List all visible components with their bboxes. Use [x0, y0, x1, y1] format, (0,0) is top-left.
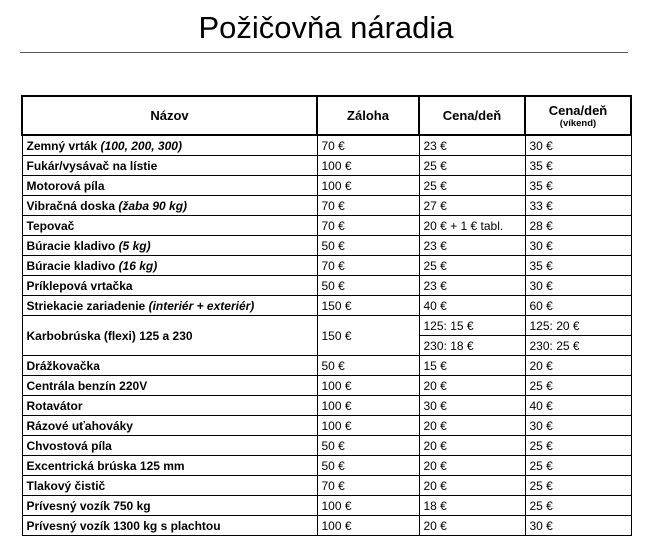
price-day-cell: 25 € — [419, 256, 525, 276]
deposit-cell: 100 € — [317, 176, 419, 196]
table-row — [22, 316, 631, 336]
item-name-cell — [22, 456, 317, 476]
table-row — [22, 196, 631, 216]
item-name: Búracie kladivo — [26, 258, 116, 273]
item-name-cell — [22, 376, 317, 396]
price-weekend-cell: 25 € — [525, 496, 631, 516]
table-row — [22, 456, 631, 476]
deposit-cell: 50 € — [317, 276, 419, 296]
item-note: (16 kg) — [118, 258, 158, 273]
table-row — [22, 436, 631, 456]
price-day-cell: 23 € — [419, 276, 525, 296]
price-day-cell: 20 € — [419, 456, 525, 476]
price-weekend-cell: 35 € — [525, 256, 631, 276]
deposit-cell: 150 € — [317, 316, 419, 356]
item-name-cell — [22, 476, 317, 496]
item-name: Zemný vrták — [26, 138, 98, 153]
price-weekend-cell: 25 € — [525, 456, 631, 476]
deposit-cell: 50 € — [317, 236, 419, 256]
item-note: (žaba 90 kg) — [118, 198, 188, 213]
title-divider — [20, 52, 628, 53]
page-title: Požičovňa náradia — [198, 10, 454, 45]
price-weekend-cell: 30 € — [525, 135, 631, 156]
item-name-cell — [22, 416, 317, 436]
item-name: Vibračná doska — [26, 198, 115, 213]
table-row — [22, 176, 631, 196]
price-day-cell: 18 € — [419, 496, 525, 516]
table-row — [22, 256, 631, 276]
price-weekend-cell: 30 € — [525, 236, 631, 256]
deposit-cell: 100 € — [317, 376, 419, 396]
price-day-cell: 20 € — [419, 376, 525, 396]
deposit-cell: 50 € — [317, 356, 419, 376]
table-row — [22, 236, 631, 256]
deposit-cell: 100 € — [317, 396, 419, 416]
price-weekend-cell: 30 € — [525, 516, 631, 536]
table-row — [22, 356, 631, 376]
price-day-cell: 27 € — [419, 196, 525, 216]
price-weekend-cell: 60 € — [525, 296, 631, 316]
price-weekend-cell: 25 € — [525, 376, 631, 396]
header-name: Názov — [22, 96, 317, 135]
price-weekend-cell: 35 € — [525, 176, 631, 196]
item-name-cell — [22, 176, 317, 196]
item-name: Fukár/vysávač na lístie — [26, 158, 158, 173]
price-weekend-cell: 30 € — [525, 276, 631, 296]
item-name: Príklepová vrtačka — [26, 278, 133, 293]
item-name-cell — [22, 256, 317, 276]
item-name-cell — [22, 276, 317, 296]
price-day-cell: 20 € — [419, 516, 525, 536]
item-name-cell — [22, 396, 317, 416]
header-deposit: Záloha — [317, 96, 419, 135]
item-name: Tepovač — [26, 218, 75, 233]
price-day-cell: 230: 18 € — [419, 336, 525, 356]
table-row — [22, 416, 631, 436]
table-row — [22, 476, 631, 496]
deposit-cell: 70 € — [317, 256, 419, 276]
price-weekend-cell: 40 € — [525, 396, 631, 416]
table-row — [22, 156, 631, 176]
header-price-weekend — [525, 96, 631, 135]
header-price-weekend-label: Cena/deň — [548, 102, 608, 118]
price-day-cell: 30 € — [419, 396, 525, 416]
item-name-cell — [22, 496, 317, 516]
item-note: (interiér + exteriér) — [148, 298, 255, 313]
deposit-cell: 70 € — [317, 216, 419, 236]
item-name: Prívesný vozík 750 kg — [26, 498, 151, 513]
item-name: Striekacie zariadenie — [26, 298, 146, 313]
price-weekend-cell: 20 € — [525, 356, 631, 376]
price-day-cell: 25 € — [419, 176, 525, 196]
price-day-cell: 20 € — [419, 416, 525, 436]
table-row — [22, 496, 631, 516]
price-day-cell: 20 € — [419, 436, 525, 456]
header-price-day: Cena/deň — [419, 96, 525, 135]
item-name-cell — [22, 236, 317, 256]
header-price-weekend-sub: (víkend) — [559, 117, 597, 129]
table-row — [22, 516, 631, 536]
item-name: Rázové uťahováky — [26, 418, 133, 433]
price-weekend-cell: 25 € — [525, 476, 631, 496]
item-name-cell — [22, 156, 317, 176]
table-row — [22, 135, 631, 156]
item-name-cell — [22, 516, 317, 536]
table-row — [22, 376, 631, 396]
item-name: Centrála benzín 220V — [26, 378, 148, 393]
deposit-cell: 50 € — [317, 456, 419, 476]
deposit-cell: 70 € — [317, 476, 419, 496]
item-name: Excentrická brúska 125 mm — [26, 458, 185, 473]
item-name: Karbobrúska (flexi) 125 a 230 — [26, 328, 193, 343]
price-day-cell: 20 € — [419, 476, 525, 496]
deposit-cell: 50 € — [317, 436, 419, 456]
deposit-cell: 70 € — [317, 135, 419, 156]
price-weekend-cell: 125: 20 € — [525, 316, 631, 336]
item-name-cell — [22, 135, 317, 156]
price-day-cell: 25 € — [419, 156, 525, 176]
item-name-cell — [22, 296, 317, 316]
price-weekend-cell: 33 € — [525, 196, 631, 216]
item-name: Rotavátor — [26, 398, 83, 413]
item-name-cell — [22, 436, 317, 456]
item-name: Tlakový čistič — [26, 478, 106, 493]
price-day-cell: 23 € — [419, 236, 525, 256]
price-day-cell: 15 € — [419, 356, 525, 376]
table-body — [22, 135, 631, 536]
item-name: Drážkovačka — [26, 358, 100, 373]
price-day-cell: 40 € — [419, 296, 525, 316]
table-row — [22, 296, 631, 316]
item-note: (5 kg) — [118, 238, 151, 253]
deposit-cell: 100 € — [317, 496, 419, 516]
item-name: Chvostová píla — [26, 438, 112, 453]
item-name-cell — [22, 356, 317, 376]
item-name: Prívesný vozík 1300 kg s plachtou — [26, 518, 221, 533]
price-day-cell: 125: 15 € — [419, 316, 525, 336]
price-table — [21, 95, 632, 536]
price-weekend-cell: 230: 25 € — [525, 336, 631, 356]
deposit-cell: 70 € — [317, 196, 419, 216]
price-weekend-cell: 28 € — [525, 216, 631, 236]
price-day-cell: 23 € — [419, 135, 525, 156]
deposit-cell: 100 € — [317, 516, 419, 536]
deposit-cell: 150 € — [317, 296, 419, 316]
item-name: Motorová píla — [26, 178, 105, 193]
price-weekend-cell: 35 € — [525, 156, 631, 176]
item-name-cell — [22, 196, 317, 216]
item-note: (100, 200, 300) — [100, 138, 182, 153]
deposit-cell: 100 € — [317, 416, 419, 436]
price-day-cell: 20 € + 1 € tabl. — [419, 216, 525, 236]
item-name: Búracie kladivo — [26, 238, 116, 253]
price-weekend-cell: 25 € — [525, 436, 631, 456]
item-name-cell — [22, 316, 317, 356]
table-row — [22, 276, 631, 296]
price-weekend-cell: 30 € — [525, 416, 631, 436]
deposit-cell: 100 € — [317, 156, 419, 176]
table-row — [22, 216, 631, 236]
item-name-cell — [22, 216, 317, 236]
table-row — [22, 396, 631, 416]
header-row — [22, 96, 631, 135]
